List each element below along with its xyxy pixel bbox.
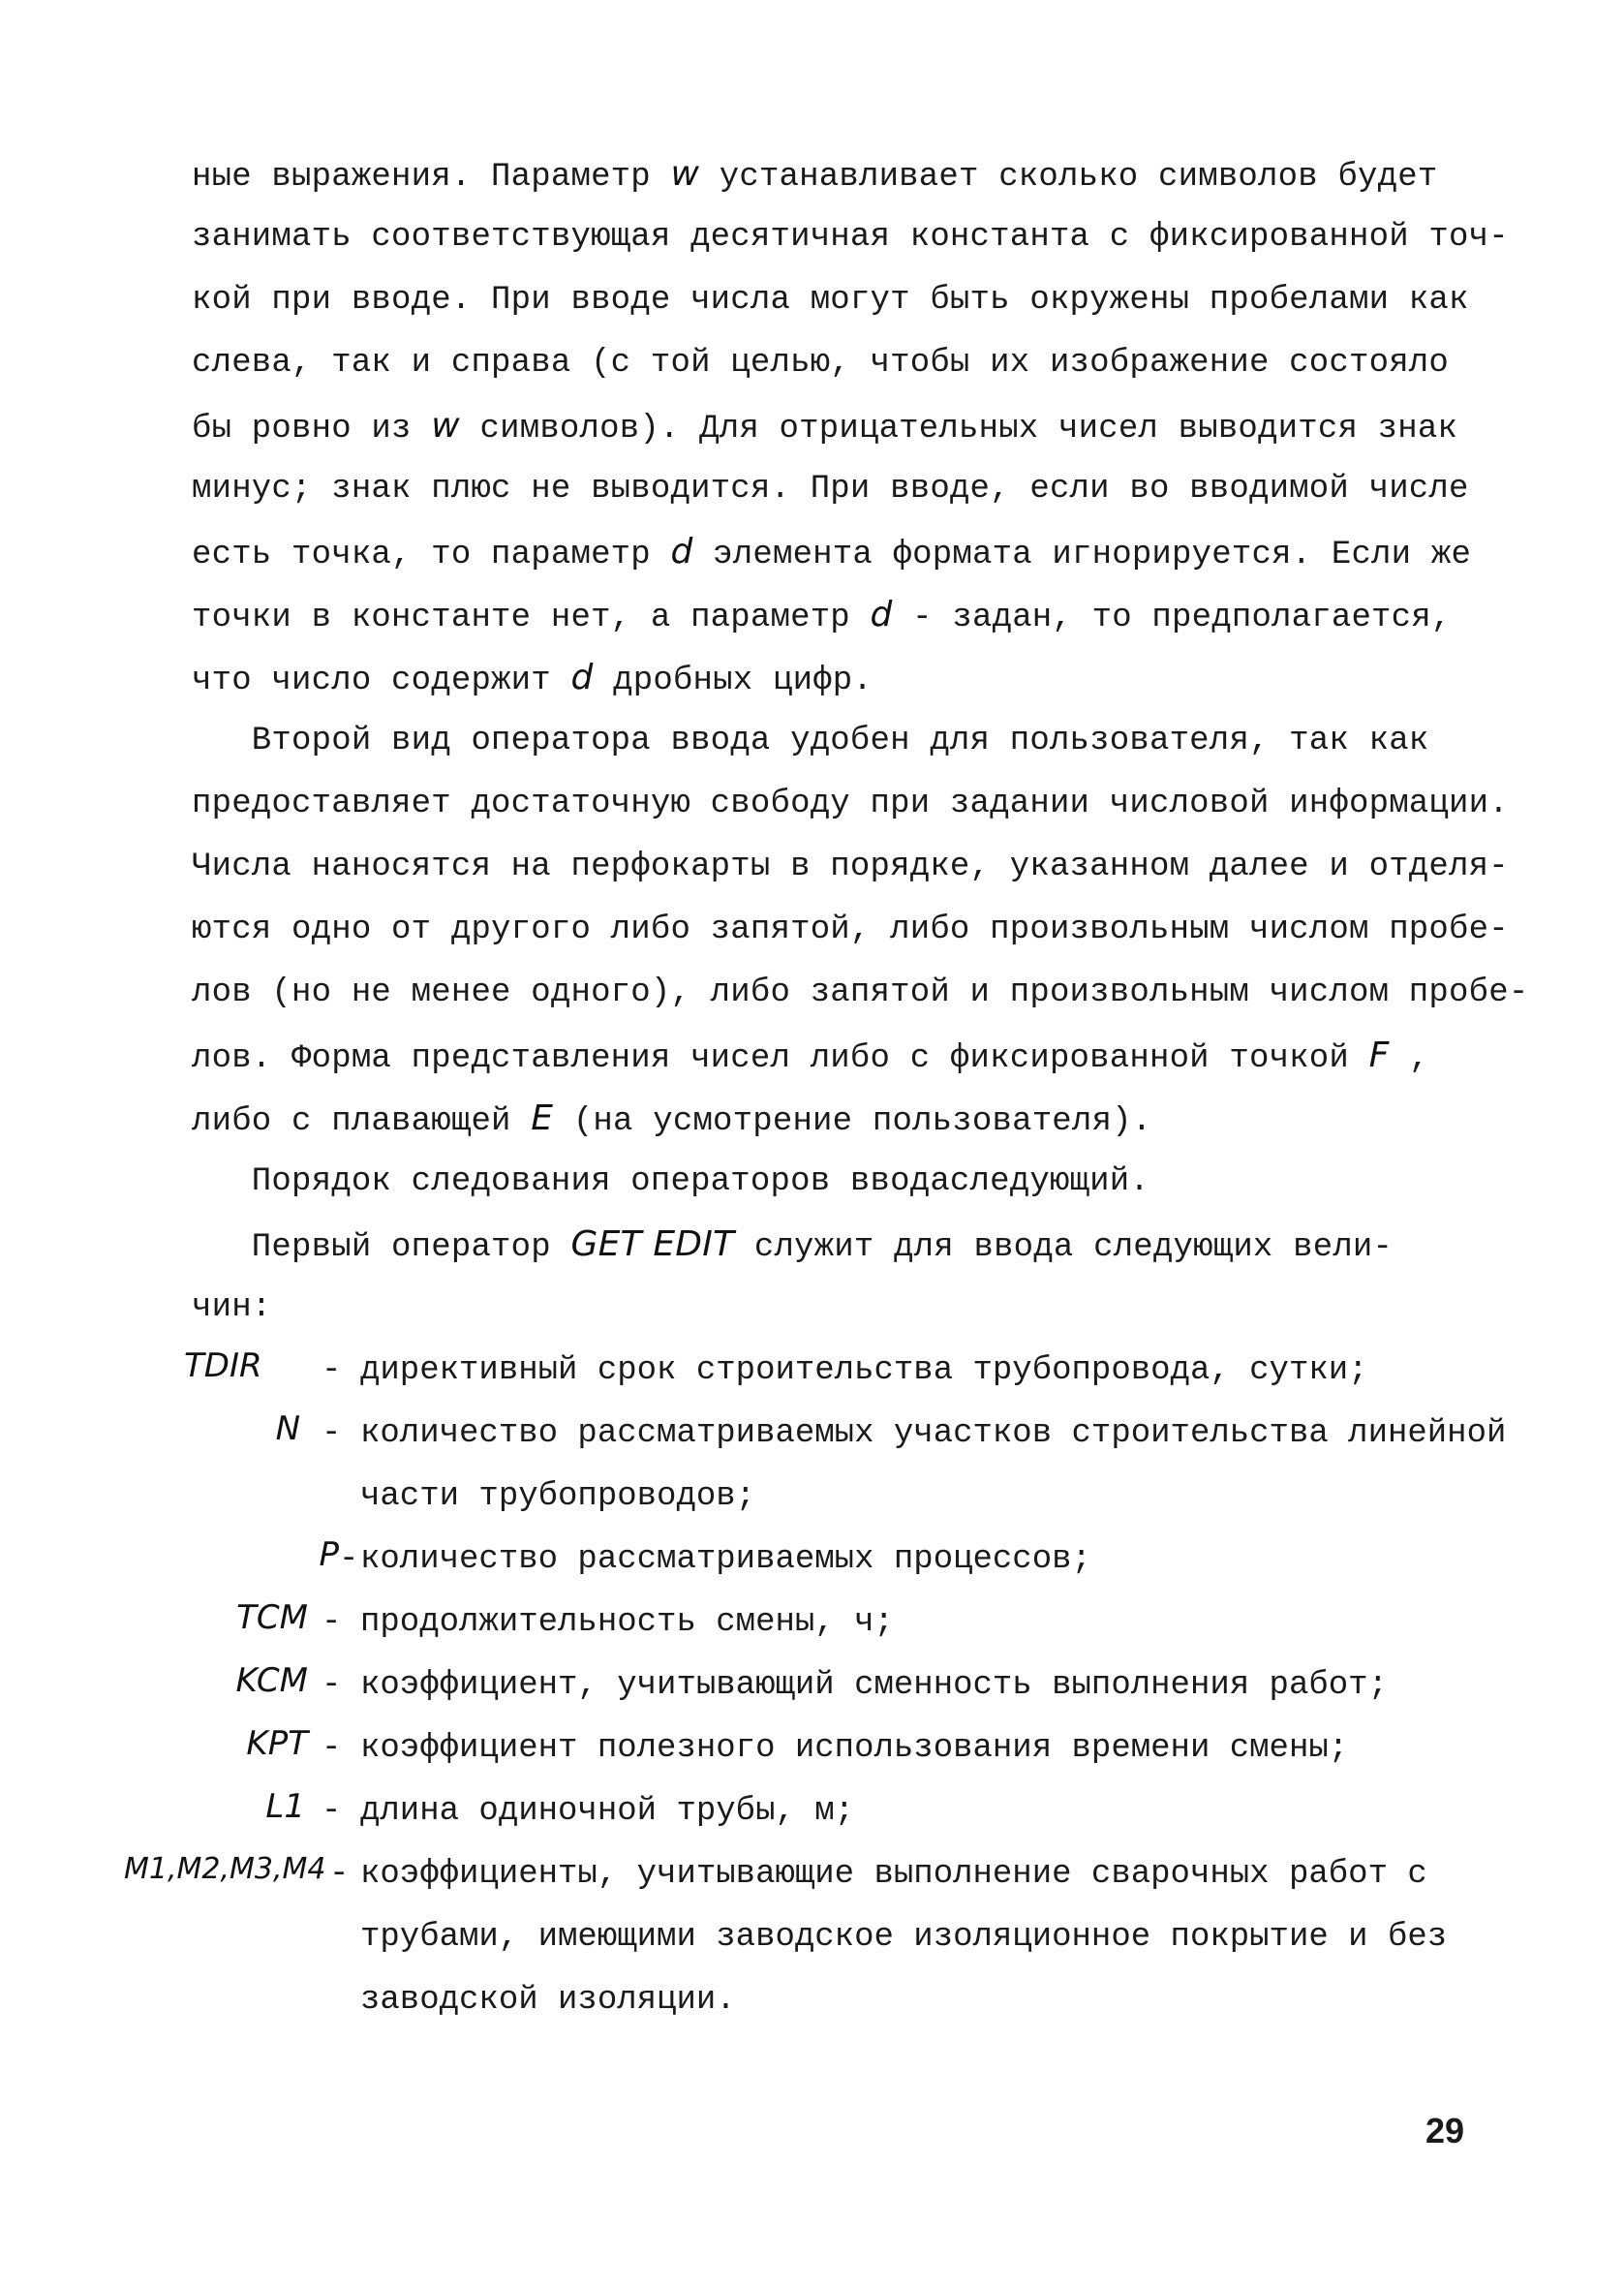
text-line: лов (но не менее одного), либо запятой и произвольным числом пробе- <box>192 974 1529 1011</box>
symbol-e: E <box>531 1098 554 1138</box>
text-line: ные выражения. Параметр w устанавливает сколько символов будет <box>192 154 1438 196</box>
definition-text: коэффициент, учитывающий сменность выполнения работ; <box>360 1667 1388 1704</box>
text-line: лов. Форма представления чисел либо с фиксированной точкой F , <box>192 1036 1429 1077</box>
symbol-d: d <box>870 595 893 634</box>
definition-text: продолжительность смены, ч; <box>360 1604 894 1641</box>
text-line: минус; знак плюс не выводится. При вводе, если во вводимой числе <box>192 471 1469 508</box>
symbol-get-edit: GET EDIT <box>570 1224 735 1264</box>
page-number: 29 <box>1425 2111 1465 2150</box>
definition-symbol: M1,M2,M3,M4 <box>124 1852 326 1886</box>
definition-symbol: P <box>319 1535 339 1574</box>
definition-text: заводской изоляции. <box>360 1982 736 2019</box>
text-line: бы ровно из w символов). Для отрицательных чисел выводится знак <box>192 406 1458 448</box>
text-line: что число содержит d дробных цифр. <box>192 658 873 699</box>
definition-symbol: TDIR <box>184 1346 262 1385</box>
text-line: Второй вид оператора ввода удобен для пользователя, так как <box>192 723 1429 759</box>
definition-text: части трубопроводов; <box>360 1478 756 1515</box>
definition-dash: - <box>322 1415 342 1452</box>
text-line: точки в константе нет, а параметр d - задан, то предполагается, <box>192 595 1452 636</box>
definition-dash: - <box>322 1793 342 1830</box>
definition-text: длина одиночной трубы, м; <box>360 1793 855 1830</box>
text-line: кой при вводе. При вводе числа могут быть окружены пробелами как <box>192 282 1469 319</box>
text-line: есть точка, то параметр d элемента формата игнорируется. Если же <box>192 532 1472 573</box>
text-line: Первый оператор GET EDIT служит для ввода следующих вели- <box>192 1224 1394 1266</box>
definition-dash: - <box>322 1604 342 1641</box>
definition-symbol: L1 <box>265 1787 305 1826</box>
text-line: либо с плавающей E (на усмотрение пользователя). <box>192 1098 1152 1140</box>
text-line: предоставляет достаточную свободу при задании числовой информации. <box>192 786 1509 822</box>
definition-dash: - <box>339 1541 359 1578</box>
text-line: Порядок следования операторов вводаследующий. <box>192 1163 1149 1200</box>
symbol-d: d <box>670 532 693 572</box>
definition-text: количество рассматриваемых участков строительства линейной <box>360 1415 1507 1452</box>
definition-dash: - <box>329 1856 350 1893</box>
symbol-w: w <box>670 154 700 194</box>
definition-text: коэффициенты, учитывающие выполнение сварочных работ с <box>360 1856 1427 1893</box>
definition-symbol: TCM <box>236 1598 308 1637</box>
definition-text: коэффициент полезного использования времени смены; <box>360 1730 1349 1767</box>
definition-symbol: KCM <box>235 1661 308 1700</box>
definition-text: трубами, имеющими заводское изоляционное покрытие и без <box>360 1919 1448 1956</box>
text-line: Числа наносятся на перфокарты в порядке, указанном далее и отделя- <box>192 849 1509 885</box>
definition-dash: - <box>322 1352 342 1389</box>
text-line: слева, так и справа (с той целью, чтобы их изображение состояло <box>192 345 1450 382</box>
definition-text: количество рассматриваемых процессов; <box>360 1541 1091 1578</box>
symbol-f: F <box>1368 1036 1390 1075</box>
symbol-d: d <box>570 658 594 697</box>
definition-dash: - <box>322 1667 342 1704</box>
definition-dash: - <box>322 1730 342 1767</box>
symbol-w: w <box>431 406 460 446</box>
text-line: занимать соответствующая десятичная константа с фиксированной точ- <box>192 219 1509 256</box>
definition-symbol: N <box>275 1409 300 1448</box>
definition-symbol: KPT <box>246 1724 308 1763</box>
text-line: ются одно от другого либо запятой, либо произвольным числом пробе- <box>192 912 1509 948</box>
text-line: чин: <box>192 1289 272 1326</box>
definition-text: директивный срок строительства трубопровода, сутки; <box>360 1352 1368 1389</box>
